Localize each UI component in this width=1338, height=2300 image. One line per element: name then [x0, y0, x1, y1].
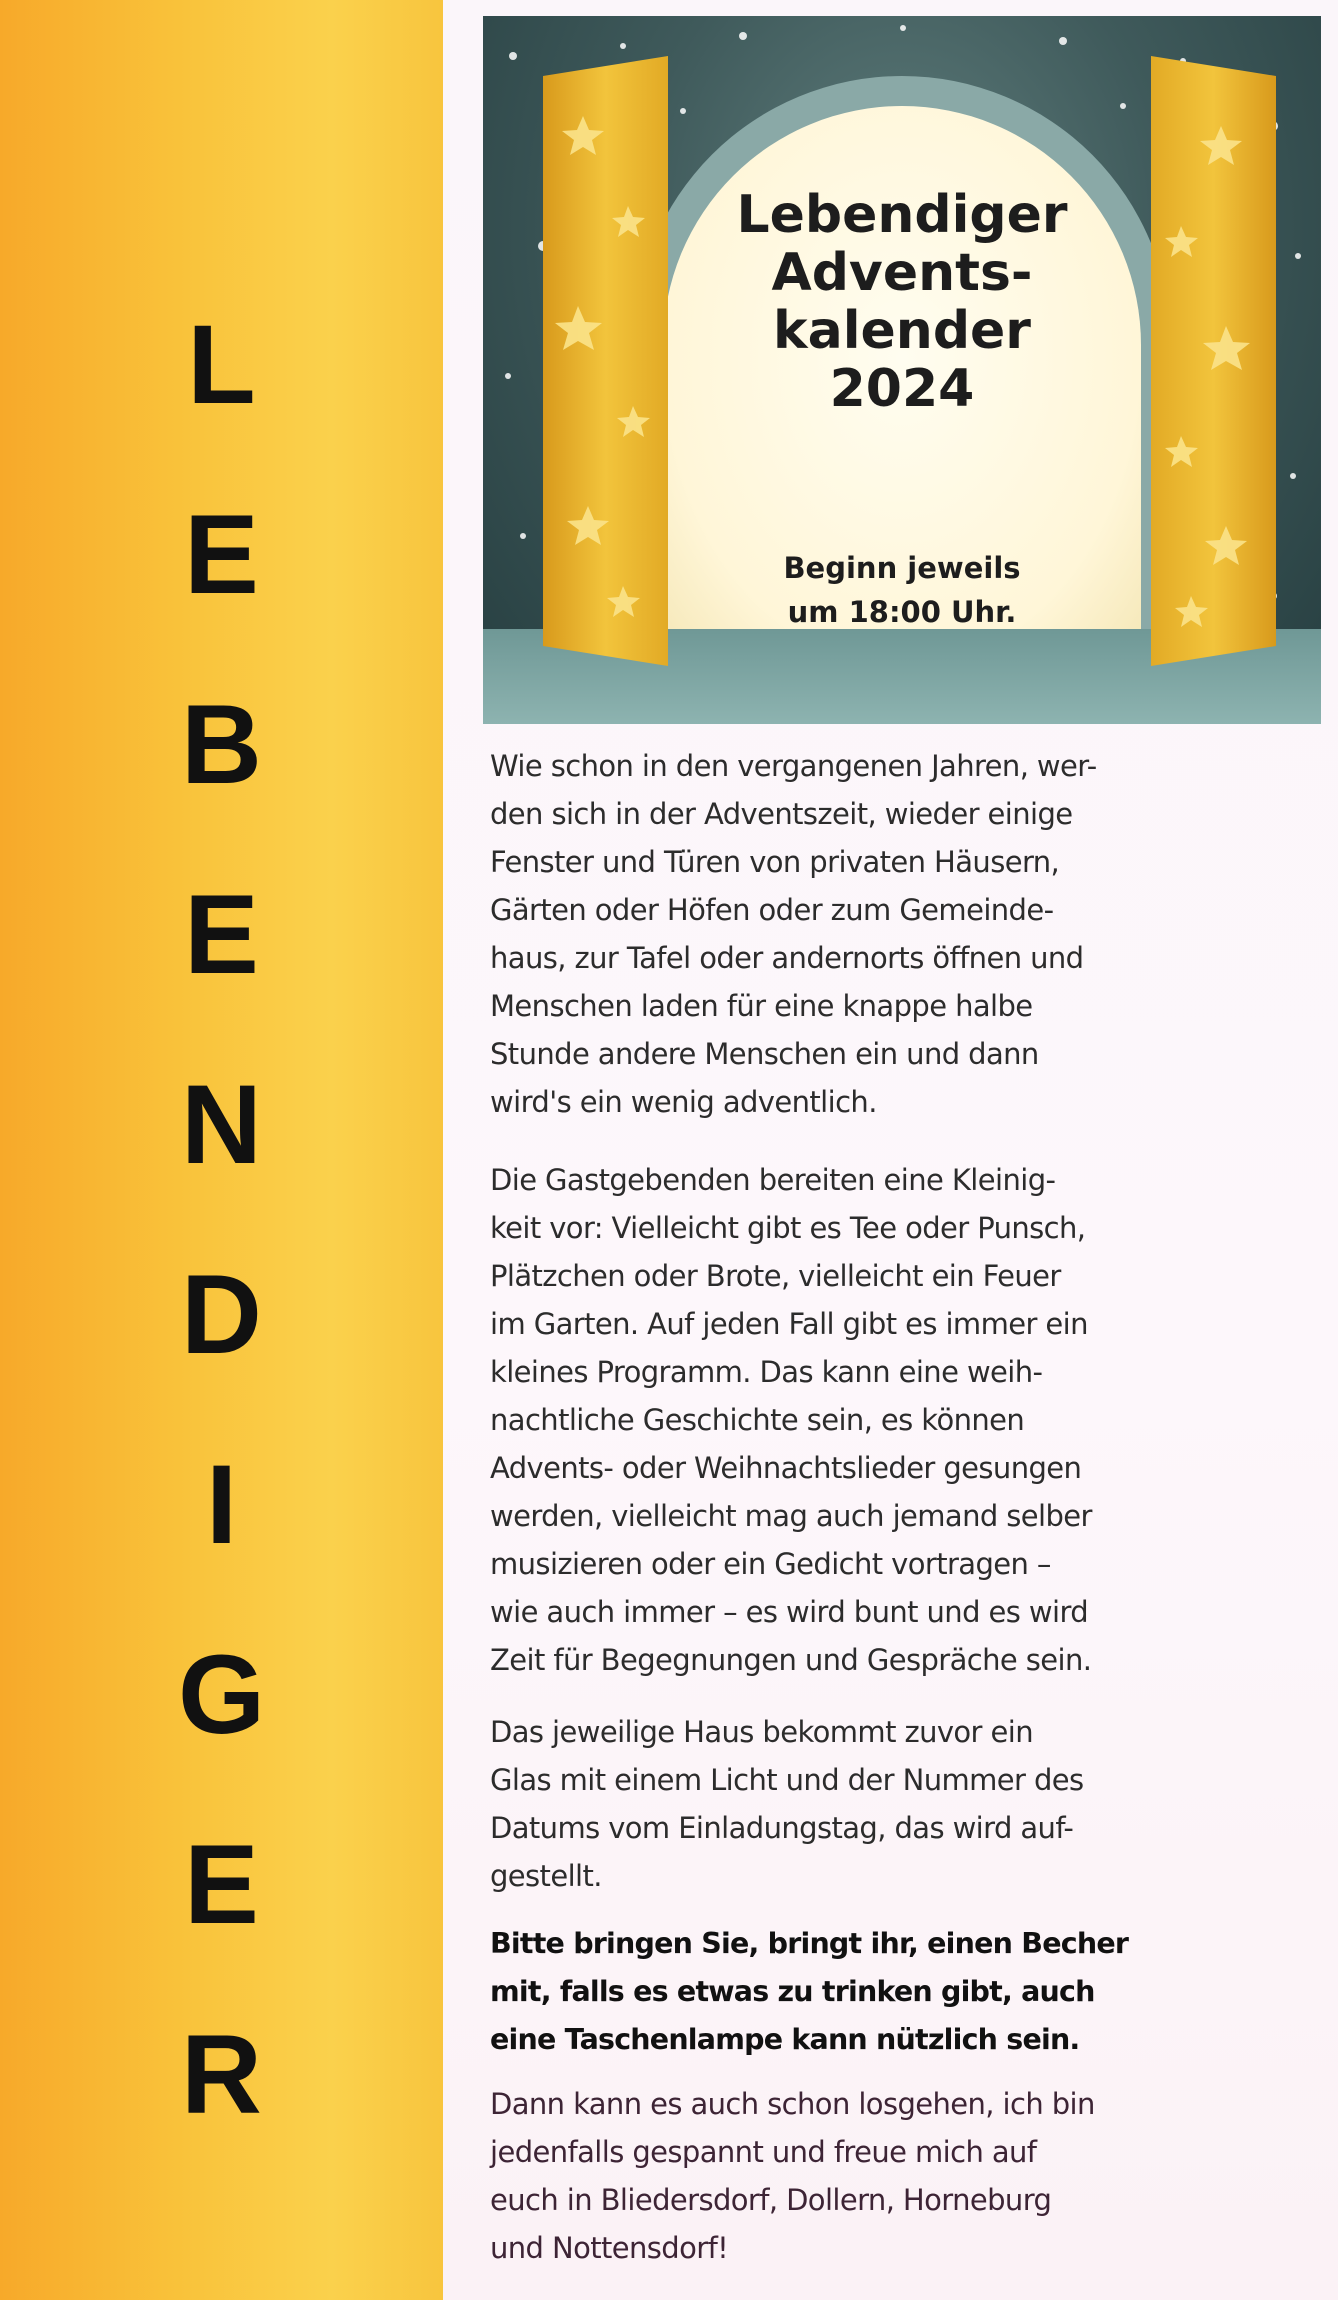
text-line: Menschen laden für eine knappe halbe	[490, 989, 1033, 1023]
banner-subtitle: Beginn jeweils um 18:00 Uhr.	[783, 551, 1021, 629]
title-letter: E	[184, 1822, 259, 1947]
text-line: im Garten. Auf jeden Fall gibt es immer ein	[490, 1307, 1088, 1341]
text-line: musizieren oder ein Gedicht vortragen –	[490, 1547, 1051, 1581]
text-line: Stunde andere Menschen ein und dann	[490, 1037, 1039, 1071]
text-line: Fenster und Türen von privaten Häusern,	[490, 845, 1060, 879]
text-line: gestellt.	[490, 1859, 602, 1893]
title-letter: I	[205, 1442, 238, 1567]
text-line: Die Gastgebenden bereiten eine Kleinig-	[490, 1163, 1056, 1197]
title-letter: R	[181, 2012, 262, 2137]
text-line: keit vor: Vielleicht gibt es Tee oder Punsch,	[490, 1211, 1086, 1245]
paragraph-intro	[490, 742, 1320, 1126]
text-line: Gärten oder Höfen oder zum Gemeinde-	[490, 893, 1054, 927]
text-line: Bitte bringen Sie, bringt ihr, einen Becher	[490, 1927, 1129, 1960]
text-line: Glas mit einem Licht und der Nummer des	[490, 1763, 1084, 1797]
text-line: eine Taschenlampe kann nützlich sein.	[490, 2023, 1080, 2056]
text-line: Dann kann es auch schon losgehen, ich bin	[490, 2087, 1095, 2121]
text-line: haus, zur Tafel oder andernorts öffnen und	[490, 941, 1084, 975]
text-line: Wie schon in den vergangenen Jahren, wer-	[490, 749, 1097, 783]
text-line: Advents- oder Weihnachtslieder gesungen	[490, 1451, 1082, 1485]
text-line: Das jeweilige Haus bekommt zuvor ein	[490, 1715, 1033, 1749]
paragraph-program	[490, 1156, 1320, 1684]
title-letter: E	[184, 872, 259, 997]
text-line: und Nottensdorf!	[490, 2231, 729, 2265]
advent-banner	[483, 16, 1321, 724]
title-letter: B	[181, 682, 262, 807]
text-line: nachtliche Geschichte sein, es können	[490, 1403, 1025, 1437]
vertical-title-bar	[0, 0, 443, 2300]
title-letter: D	[181, 1252, 262, 1377]
paragraph-closing	[490, 2080, 1320, 2272]
title-letter: G	[177, 1632, 266, 1757]
banner-title: Lebendiger Advents- kalender 2024	[736, 185, 1068, 419]
title-letter: L	[187, 302, 256, 427]
text-line: Datums vom Einladungstag, das wird auf-	[490, 1811, 1074, 1845]
text-line: kleines Programm. Das kann eine weih-	[490, 1355, 1043, 1389]
text-line: Zeit für Begegnungen und Gespräche sein.	[490, 1643, 1092, 1677]
text-line: wird's ein wenig adventlich.	[490, 1085, 877, 1119]
text-line: Plätzchen oder Brote, vielleicht ein Feuer	[490, 1259, 1061, 1293]
title-letter: E	[184, 492, 259, 617]
paragraph-bring-cup	[490, 1920, 1320, 2064]
text-line: euch in Bliedersdorf, Dollern, Horneburg	[490, 2183, 1052, 2217]
star-icon	[543, 56, 668, 666]
paragraph-glass	[490, 1708, 1320, 1900]
title-letter: N	[181, 1062, 262, 1187]
text-line: den sich in der Adventszeit, wieder einige	[490, 797, 1073, 831]
vertical-title	[0, 270, 443, 2170]
text-line: jedenfalls gespannt und freue mich auf	[490, 2135, 1037, 2169]
text-line: werden, vielleicht mag auch jemand selber	[490, 1499, 1092, 1533]
star-icon	[1151, 56, 1276, 666]
text-line: mit, falls es etwas zu trinken gibt, auch	[490, 1975, 1095, 2008]
text-line: wie auch immer – es wird bunt und es wird	[490, 1595, 1089, 1629]
